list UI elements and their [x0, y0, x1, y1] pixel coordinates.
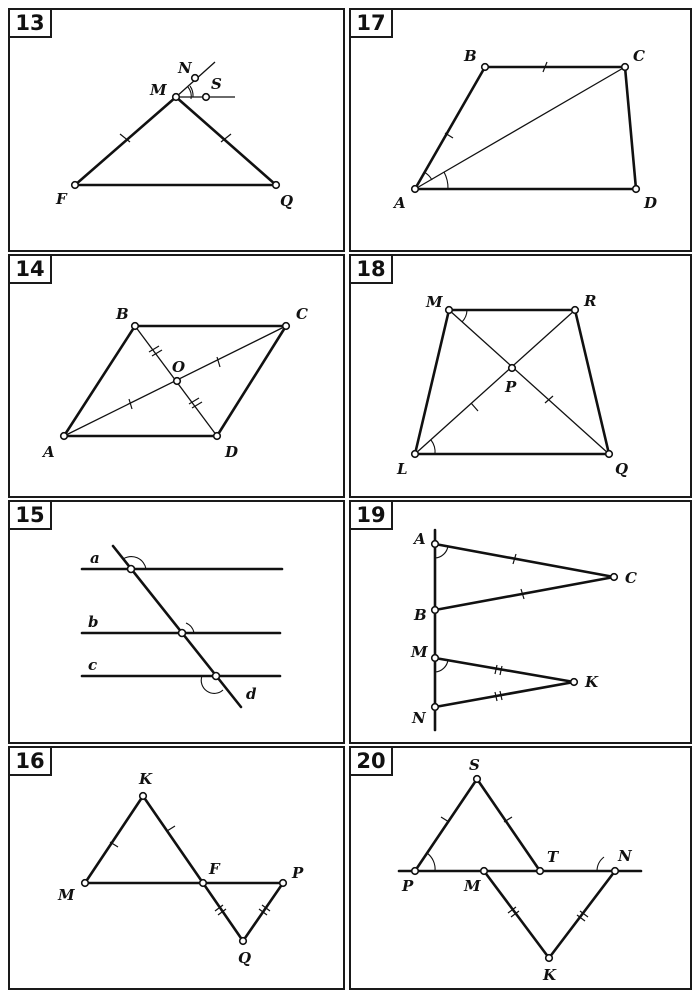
label-q: Q	[615, 460, 629, 478]
diagonal-mq	[449, 310, 609, 454]
label-d: D	[644, 194, 658, 212]
label-a: A	[414, 530, 426, 548]
label-n: N	[178, 59, 192, 77]
point-n	[432, 704, 439, 711]
point-intersection-c	[213, 673, 220, 680]
tick-ps	[441, 817, 449, 822]
segment-fm	[75, 97, 176, 185]
label-f: F	[209, 860, 220, 878]
point-l	[412, 451, 419, 458]
problem-17-diagram	[351, 10, 694, 254]
diagonal-ac	[415, 67, 625, 189]
problem-14-panel	[8, 254, 345, 498]
label-p: P	[402, 877, 414, 895]
label-a: A	[394, 194, 406, 212]
point-a	[412, 186, 419, 193]
problem-18-diagram	[351, 256, 694, 500]
label-o: O	[172, 358, 186, 376]
point-k	[546, 955, 553, 962]
label-c: C	[625, 569, 637, 587]
point-o	[174, 378, 181, 385]
angle-arc-m	[435, 660, 448, 672]
problem-19-diagram	[351, 502, 694, 746]
segment-bc	[435, 577, 614, 610]
problem-15-diagram	[10, 502, 347, 746]
label-d: D	[225, 443, 239, 461]
point-q	[273, 182, 280, 189]
point-a	[61, 433, 68, 440]
point-k	[140, 793, 147, 800]
point-m	[446, 307, 453, 314]
point-f	[72, 182, 79, 189]
angle-arc-p	[427, 853, 435, 871]
problem-18-panel	[349, 254, 692, 498]
label-b: B	[116, 305, 129, 323]
label-a: A	[43, 443, 55, 461]
problem-number: 13	[8, 8, 52, 38]
point-a	[432, 541, 439, 548]
label-m: M	[58, 886, 75, 904]
segment-fq	[203, 883, 243, 941]
label-s: S	[469, 756, 480, 774]
point-b	[132, 323, 139, 330]
problem-17-panel	[349, 8, 692, 252]
segment-nk	[435, 682, 574, 707]
angle-arc-rlq	[431, 440, 435, 454]
problem-19-panel	[349, 500, 692, 744]
segment-rq	[575, 310, 609, 454]
label-k: K	[585, 673, 599, 691]
point-m	[432, 655, 439, 662]
problem-14-diagram	[10, 256, 347, 500]
segment-mk	[484, 871, 549, 958]
label-b: B	[464, 47, 477, 65]
label-m: M	[411, 643, 428, 661]
segment-mk	[435, 658, 574, 682]
point-s	[474, 776, 481, 783]
problem-16-panel	[8, 746, 345, 990]
label-p: P	[292, 864, 304, 882]
label-n: N	[618, 847, 632, 865]
point-c	[283, 323, 290, 330]
point-intersection-b	[179, 630, 186, 637]
point-m	[173, 94, 180, 101]
label-p: P	[505, 378, 517, 396]
point-q	[240, 938, 247, 945]
segment-mk	[85, 796, 143, 883]
angle-arc-cad	[444, 172, 448, 189]
label-k: K	[543, 966, 557, 984]
angle-arc-rmq	[462, 310, 467, 322]
point-q	[606, 451, 613, 458]
point-d	[633, 186, 640, 193]
segment-nk	[549, 871, 615, 958]
point-b	[432, 607, 439, 614]
segment-ac	[435, 544, 614, 577]
point-p	[412, 868, 419, 875]
label-q: Q	[280, 192, 294, 210]
angle-arc-n	[597, 857, 604, 871]
angle-arc-bac	[424, 172, 432, 180]
label-c: C	[633, 47, 645, 65]
label-r: R	[584, 292, 597, 310]
point-p	[280, 880, 287, 887]
segment-cd	[625, 67, 636, 189]
segment-lm	[415, 310, 449, 454]
label-m: M	[426, 293, 443, 311]
problem-number: 18	[349, 254, 393, 284]
problem-number: 16	[8, 746, 52, 776]
segment-mq	[176, 97, 276, 185]
tick-kf	[167, 826, 175, 831]
label-m: M	[150, 81, 167, 99]
point-n	[192, 75, 199, 82]
point-c	[611, 574, 618, 581]
label-d: d	[246, 685, 257, 703]
point-f	[200, 880, 207, 887]
segment-ps	[415, 779, 477, 871]
diagonal-lr	[415, 310, 575, 454]
segment-ab	[64, 326, 135, 436]
problem-13-panel	[8, 8, 345, 252]
point-d	[214, 433, 221, 440]
label-f: F	[56, 190, 67, 208]
angle-arc-a	[435, 546, 448, 558]
point-k	[571, 679, 578, 686]
segment-kf	[143, 796, 203, 883]
problem-15-panel	[8, 500, 345, 744]
label-n: N	[412, 709, 426, 727]
label-l: L	[397, 460, 408, 478]
problem-number: 19	[349, 500, 393, 530]
segment-st	[477, 779, 540, 871]
label-a: a	[90, 549, 100, 567]
point-b	[482, 64, 489, 71]
label-b: b	[88, 613, 99, 631]
point-m	[82, 880, 89, 887]
problem-number: 17	[349, 8, 393, 38]
point-p	[509, 365, 516, 372]
problem-number: 14	[8, 254, 52, 284]
problem-13-diagram	[10, 10, 347, 254]
label-k: K	[139, 770, 153, 788]
label-c: c	[88, 656, 98, 674]
angle-arc-b	[186, 623, 194, 633]
point-r	[572, 307, 579, 314]
problem-20-diagram	[351, 748, 694, 992]
point-m	[481, 868, 488, 875]
point-c	[622, 64, 629, 71]
label-c: C	[296, 305, 308, 323]
point-n	[612, 868, 619, 875]
label-s: S	[211, 75, 222, 93]
problem-20-panel	[349, 746, 692, 990]
tick-lp	[471, 403, 478, 411]
segment-ab	[415, 67, 485, 189]
label-m: M	[464, 877, 481, 895]
label-t: T	[547, 848, 559, 866]
point-s	[203, 94, 210, 101]
label-q: Q	[238, 949, 252, 967]
point-t	[537, 868, 544, 875]
point-intersection-a	[128, 566, 135, 573]
label-b: B	[414, 606, 427, 624]
problem-16-diagram	[10, 748, 347, 992]
problem-number: 20	[349, 746, 393, 776]
problem-number: 15	[8, 500, 52, 530]
